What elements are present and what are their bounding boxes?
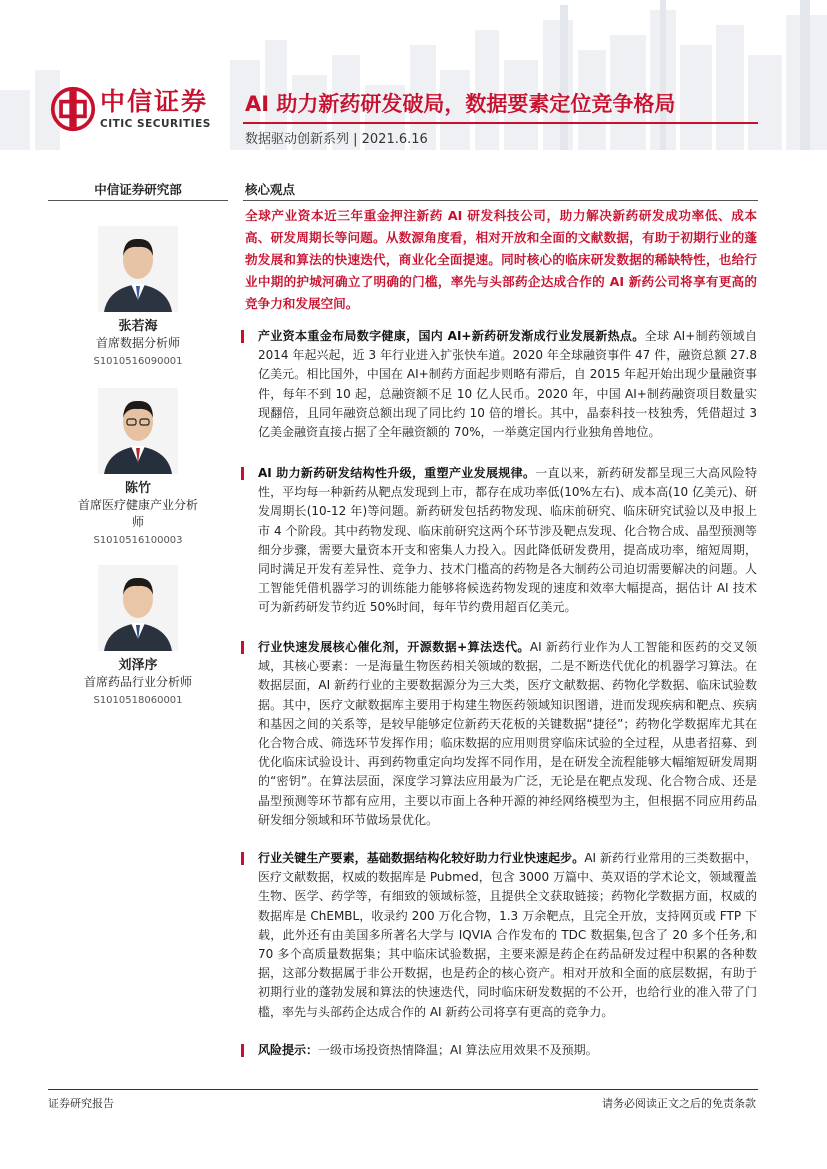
analyst-license-id: S1010516100003 — [93, 535, 183, 546]
paragraph-lead: 风险提示： — [258, 1043, 319, 1057]
logo-en: CITIC SECURITIES — [100, 118, 211, 130]
core-heading: 核心观点 — [245, 182, 296, 197]
analyst-photo — [98, 226, 178, 312]
report-subtitle: 数据驱动创新系列 | 2021.6.16 — [245, 132, 428, 147]
paragraph-body: AI 新药行业作为人工智能和医药的交叉领域，其核心要素：一是海量生物医药相关领域的数据，二是不断迭代优化的机器学习算法。在数据层面，AI 新药行业的主要数据源分为三大类，医疗文献数据、药物化学数据、临床试验数据。其中，医疗文献数据库主要用于构建生物医药领域知识图谱，进而发现疾病和靶点、疾病和基因之间的关系等，是较早能够定位新药天花板的关键数据“捷径”；药物化学数据库尤其在化合物合成、筛选环节发挥作用；临床数据的应用则贯穿临床试验的全过程，从患者招募、到优化临床试验设计、再到药物重定向均发挥不同作用，是在研发全流程能够大幅缩短研发周期的“密钥”。在算法层面，深度学习算法应用最为广泛，无论是在靶点发现、化合物合成、还是晶型预测等环节都有应用，主要以市面上各种开源的神经网络模型为主，但根据不同应用药品研发细分领域和环节做场景优化。 — [258, 640, 757, 827]
logo-wordmark — [100, 88, 211, 130]
paragraph-lead: 行业快速发展核心催化剂，开源数据+算法迭代。 — [258, 640, 530, 654]
analyst-photo — [98, 565, 178, 651]
core-divider — [243, 200, 758, 201]
analyst-name: 刘泽序 — [118, 658, 158, 673]
logo-cn: 中信证券 — [100, 87, 209, 116]
paragraph-marker — [241, 330, 244, 343]
paragraph-lead: 产业资本重金布局数字健康，国内 AI+新药研发渐成行业发展新热点。 — [258, 329, 645, 343]
title-divider — [243, 122, 758, 124]
paragraph-lead: 行业关键生产要素，基础数据结构化较好助力行业快速起步。 — [258, 851, 585, 865]
citic-logo-icon — [50, 86, 96, 132]
body-paragraph — [245, 464, 757, 618]
analyst-card — [48, 226, 228, 370]
analyst-title: 首席药品行业分析师 — [83, 675, 192, 689]
analyst-card — [48, 565, 228, 709]
paragraph-body: AI 新药行业常用的三类数据中，医疗文献数据，权威的数据库是 Pubmed，包含 3000 万篇中、英双语的学术论文，领域覆盖生物、医学、药学等，有细致的领域标签，且提供全文获取链接；药物化学数据方面，权威的数据库是 ChEMBL，收录约 200 万化合物，1.3 万余靶点，且完全开放，支持网页或 FTP 下载，此外还有由美国多所著名大学与 IQVIA 合作发布的 TDC 数据集,包含了 20 多个任务,和 70 多个高质量数据集；其中临床试验数据，主要来源是药企在药品研发过程中积累的各种数据，这部分数据属于非公开数据，也是药企的核心资产。相对开放和全面的底层数据，有助于初期行业的蓬勃发展和算法的快速迭代，同时临床研发数据的不公开，也给行业的准入带了门槛，率先与头部药企达成合作的 AI 新药公司将享有更高的竞争力。 — [258, 851, 757, 1019]
analyst-name: 陈竹 — [124, 481, 151, 496]
footer-disclaimer: 请务必阅读正文之后的免责条款 — [602, 1097, 756, 1110]
analyst-license-id: S1010518060001 — [93, 695, 183, 706]
core-summary: 全球产业资本近三年重金押注新药 AI 研发科技公司，助力解决新药研发成功率低、成本高、研发周期长等问题。从数源角度看，相对开放和全面的文献数据，有助于初期行业的蓬勃发展和算法的快速迭代，商业化全面提速。同时核心的临床研发数据的稀缺特性，也给行业中期的护城河确立了明确的门槛，率先与头部药企达成合作的 AI 新药公司将享有更高的竞争力和发展空间。 — [245, 208, 757, 311]
footer-divider — [48, 1089, 758, 1090]
paragraph-marker — [241, 852, 244, 865]
analyst-title: 首席医疗健康产业分析师 — [78, 498, 199, 529]
paragraph-lead: AI 助力新药研发结构性升级，重塑产业发展规律。 — [258, 466, 536, 480]
body-paragraph — [245, 327, 757, 442]
footer-left: 证券研究报告 — [48, 1097, 114, 1110]
paragraph-body: 一级市场投资热情降温；AI 算法应用效果不及预期。 — [318, 1043, 598, 1057]
body-paragraph — [245, 638, 757, 830]
research-dept: 中信证券研究部 — [94, 182, 182, 197]
risk-warning — [245, 1041, 757, 1060]
paragraph-marker — [241, 1044, 244, 1057]
analyst-title: 首席数据分析师 — [95, 336, 180, 350]
paragraph-marker — [241, 641, 244, 654]
paragraph-marker — [241, 467, 244, 480]
paragraph-body: 一直以来，新药研发都呈现三大高风险特性，平均每一种新药从靶点发现到上市，都存在成功率低(10%左右)、成本高(10 亿美元)、研发周期长(10-12 年)等问题。新药研发包括药物发现、临床前研究、临床研究试验以及申报上市 4 个阶段。其中药物发现、临床前研究这两个环节涉及靶点发现、化合物合成、晶型预测等细分步骤，需要大量资本开支和密集人力投入。因此降低研发费用，提高成功率，缩短周期，同时满足开发有差异性、竞争力、技术门槛高的药物是各大制药公司迫切需要解决的问题。人工智能凭借机器学习的训练能力能够将候选药物发现的速度和效率大幅提高，据估计 AI 技术可为新药研发节约近 50%时间，每年节约费用超百亿美元。 — [258, 466, 757, 615]
analyst-license-id: S1010516090001 — [93, 356, 183, 367]
paragraph-body: 全球 AI+制药领域自 2014 年起兴起，近 3 年行业进入扩张快车道。2020 年全球融资事件 47 件，融资总额 27.8 亿美元。相比国外，中国在 AI+制药方面起步则略有滞后，自 2015 年起开始出现少量融资事件，每年不到 10 起，总融资额不足 10 亿人民币。2020 年，中国 AI+制药融资项目数量实现翻倍，且同年融资总额出现了同比约 10 倍的增长。其中，晶泰科技一枝独秀，凭借超过 3 亿美金融资直接占据了全年融资额的 70%，一举奠定国内行业独角兽地位。 — [258, 329, 757, 440]
analyst-card — [48, 388, 228, 549]
dept-divider — [48, 200, 228, 201]
body-paragraph — [245, 849, 757, 1022]
analyst-photo — [98, 388, 178, 474]
report-title: AI 助力新药研发破局，数据要素定位竞争格局 — [245, 92, 676, 116]
analyst-name: 张若海 — [118, 319, 158, 334]
